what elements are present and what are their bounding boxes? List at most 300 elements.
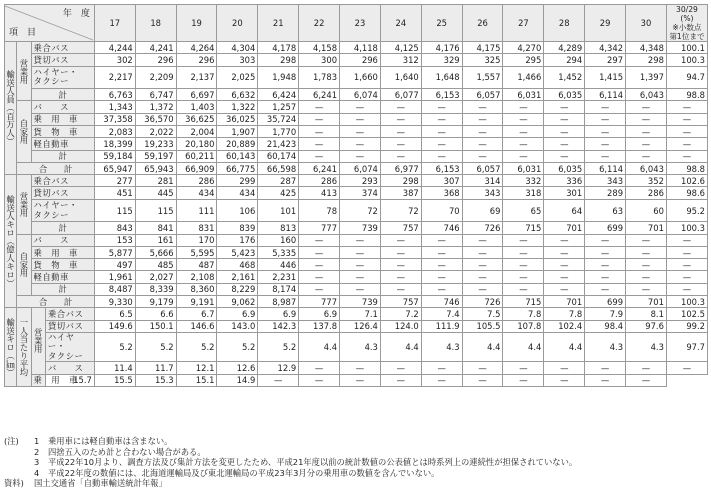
year-header: 26 (462, 5, 503, 42)
value-cell: — (299, 246, 340, 258)
value-cell: — (626, 362, 667, 374)
value-cell: — (585, 271, 626, 283)
value-cell: — (380, 125, 421, 137)
value-cell: 468 (217, 259, 258, 271)
value-cell: 296 (176, 54, 217, 66)
value-cell: 142.3 (258, 320, 299, 332)
value-cell: 296 (340, 54, 381, 66)
value-cell: — (462, 374, 503, 386)
ratio-cell: — (666, 101, 707, 113)
value-cell: 4.4 (544, 332, 585, 362)
table-row (5, 283, 708, 295)
ratio-cell: 98.8 (666, 162, 707, 174)
value-cell: — (462, 362, 503, 374)
value-cell: 1,322 (217, 101, 258, 113)
value-cell: — (299, 234, 340, 246)
value-cell: — (421, 113, 462, 125)
note-text: 平成22年度の数値には、北海道運輸局及び東北運輸局の平成23年3月分の乗用車の数値を含んでいない。 (48, 467, 440, 478)
value-cell: — (340, 150, 381, 162)
value-cell: 6,043 (626, 89, 667, 101)
value-cell: 106 (217, 199, 258, 222)
value-cell: 5.2 (258, 332, 299, 362)
value-cell: — (585, 246, 626, 258)
value-cell: 101 (258, 199, 299, 222)
value-cell: 143.0 (217, 320, 258, 332)
value-cell: 6.5 (94, 308, 135, 320)
value-cell: 9,191 (176, 296, 217, 308)
value-cell: 2,217 (94, 66, 135, 89)
value-cell: 746 (421, 296, 462, 308)
value-cell: — (503, 138, 544, 150)
value-cell: 126.4 (340, 320, 381, 332)
value-cell: 4,176 (421, 42, 462, 54)
table-row (5, 42, 708, 54)
value-cell: 1,343 (94, 101, 135, 113)
ratio-cell: — (666, 259, 707, 271)
value-cell: — (380, 246, 421, 258)
value-cell: 5,877 (94, 246, 135, 258)
value-cell: 7.5 (462, 308, 503, 320)
value-cell: — (626, 113, 667, 125)
table-row (5, 246, 708, 258)
value-cell: 302 (94, 54, 135, 66)
value-cell: 1,452 (544, 66, 585, 89)
value-cell: — (340, 101, 381, 113)
value-cell: 60 (626, 199, 667, 222)
value-cell: 59,184 (94, 150, 135, 162)
value-cell: 1,770 (258, 125, 299, 137)
value-cell: — (421, 125, 462, 137)
value-cell: 4.3 (585, 332, 626, 362)
value-cell: 287 (258, 175, 299, 187)
value-cell: — (421, 362, 462, 374)
value-cell: — (626, 138, 667, 150)
value-cell: — (340, 113, 381, 125)
value-cell: 497 (94, 259, 135, 271)
value-cell: 293 (340, 175, 381, 187)
value-cell: 297 (585, 54, 626, 66)
value-cell: 2,137 (176, 66, 217, 89)
value-cell: 281 (135, 175, 176, 187)
ratio-cell: — (626, 374, 667, 386)
value-cell: — (299, 150, 340, 162)
value-cell: 6,114 (585, 89, 626, 101)
value-cell: 4,118 (340, 42, 381, 54)
value-cell: 107.8 (503, 320, 544, 332)
value-cell: — (585, 113, 626, 125)
value-cell: 60,174 (258, 150, 299, 162)
value-cell: — (462, 234, 503, 246)
value-cell: 176 (217, 234, 258, 246)
row-label: 貨 物 車 (31, 259, 94, 271)
value-cell: 715 (503, 222, 544, 234)
row-label: 乗 用 車 (31, 374, 45, 386)
value-cell: 105.5 (462, 320, 503, 332)
value-cell: 445 (135, 187, 176, 199)
business-use-label: 営業用 (17, 175, 31, 234)
value-cell: 11.4 (94, 362, 135, 374)
row-label: 貸切バス (45, 320, 94, 332)
value-cell: 78 (299, 199, 340, 222)
table-row (5, 320, 708, 332)
row-label: 軽自動車 (31, 138, 94, 150)
value-cell: 12.6 (217, 362, 258, 374)
value-cell: 739 (340, 222, 381, 234)
value-cell: — (503, 362, 544, 374)
value-cell: 352 (626, 175, 667, 187)
value-cell: 6,241 (299, 162, 340, 174)
table-row (5, 89, 708, 101)
value-cell: — (544, 374, 585, 386)
value-cell: — (299, 283, 340, 295)
value-cell: 2,209 (135, 66, 176, 89)
value-cell: — (585, 374, 626, 386)
value-cell: 6,763 (94, 89, 135, 101)
value-cell: — (421, 374, 462, 386)
value-cell: 7.9 (585, 308, 626, 320)
value-cell: 4,175 (462, 42, 503, 54)
year-header: 23 (340, 5, 381, 42)
table-row (5, 66, 708, 89)
value-cell: 701 (626, 296, 667, 308)
subtotal-label: 計 (31, 283, 94, 295)
value-cell: — (340, 259, 381, 271)
year-header: 18 (135, 5, 176, 42)
transport-statistics-table (4, 4, 708, 387)
value-cell: 5.2 (135, 332, 176, 362)
value-cell: 4.3 (626, 332, 667, 362)
row-label: ハイヤー・ タクシー (45, 332, 94, 362)
business-use-label: 営業用 (31, 308, 45, 374)
value-cell: — (585, 362, 626, 374)
value-cell: 98.4 (585, 320, 626, 332)
table-row (5, 125, 708, 137)
value-cell: — (380, 271, 421, 283)
value-cell: — (503, 101, 544, 113)
value-cell: 6.7 (176, 308, 217, 320)
value-cell: 65 (503, 199, 544, 222)
note-row (4, 457, 708, 468)
value-cell: — (340, 374, 381, 386)
value-cell: 425 (258, 187, 299, 199)
value-cell: 1,397 (626, 66, 667, 89)
ratio-cell: 102.6 (666, 175, 707, 187)
group-label-per-person: 一人当たり平均 (17, 308, 31, 387)
value-cell: — (380, 362, 421, 374)
value-cell: 343 (585, 175, 626, 187)
table-row (5, 199, 708, 222)
value-cell: 6,074 (340, 162, 381, 174)
value-cell: 7.4 (421, 308, 462, 320)
value-cell: — (503, 374, 544, 386)
value-cell: 8,360 (176, 283, 217, 295)
note-row (4, 447, 708, 458)
value-cell: 1,403 (176, 101, 217, 113)
value-cell: 298 (626, 54, 667, 66)
value-cell: 4,264 (176, 42, 217, 54)
value-cell: 4,304 (217, 42, 258, 54)
value-cell: — (585, 259, 626, 271)
value-cell: 1,948 (258, 66, 299, 89)
value-cell: 843 (94, 222, 135, 234)
value-cell: 746 (421, 222, 462, 234)
value-cell: — (544, 125, 585, 137)
year-header: 25 (421, 5, 462, 42)
notes-block (4, 436, 708, 489)
value-cell: 294 (544, 54, 585, 66)
table-row (5, 162, 708, 174)
value-cell: 368 (421, 187, 462, 199)
value-cell: — (585, 234, 626, 246)
table-row (5, 332, 708, 362)
value-cell: — (421, 271, 462, 283)
row-label: 貸切バス (31, 187, 94, 199)
value-cell: — (380, 101, 421, 113)
value-cell: 137.8 (299, 320, 340, 332)
value-cell: 7.8 (544, 308, 585, 320)
value-cell: — (380, 113, 421, 125)
value-cell: — (585, 150, 626, 162)
value-cell: 1,783 (299, 66, 340, 89)
value-cell: 434 (217, 187, 258, 199)
value-cell: 329 (421, 54, 462, 66)
value-cell: — (503, 150, 544, 162)
value-cell: 1,466 (503, 66, 544, 89)
table-row (5, 175, 708, 187)
value-cell: 4.4 (462, 332, 503, 362)
ratio-cell: — (666, 234, 707, 246)
value-cell: 60,143 (217, 150, 258, 162)
value-cell: 6,074 (340, 89, 381, 101)
value-cell: — (585, 138, 626, 150)
value-cell: 813 (258, 222, 299, 234)
table-row (5, 54, 708, 66)
table-row (5, 308, 708, 320)
value-cell: — (299, 138, 340, 150)
value-cell: 149.6 (94, 320, 135, 332)
row-label: 乗合バス (45, 308, 94, 320)
value-cell: 146.6 (176, 320, 217, 332)
value-cell: 1,557 (462, 66, 503, 89)
source-text: 国土交通省「自動車輸送統計年報」 (34, 478, 167, 489)
row-label: 貨 物 車 (31, 125, 94, 137)
value-cell: 111.9 (421, 320, 462, 332)
table-row (5, 150, 708, 162)
ratio-cell: — (666, 150, 707, 162)
value-cell: 298 (258, 54, 299, 66)
value-cell: 739 (340, 296, 381, 308)
value-cell: 6,077 (380, 89, 421, 101)
value-cell: — (544, 259, 585, 271)
ratio-cell: 97.7 (666, 332, 707, 362)
value-cell: — (340, 138, 381, 150)
value-cell: 4,178 (258, 42, 299, 54)
value-cell: — (340, 271, 381, 283)
value-cell: 2,108 (176, 271, 217, 283)
value-cell: 757 (380, 222, 421, 234)
value-cell: 63 (585, 199, 626, 222)
value-cell: 8,339 (135, 283, 176, 295)
value-cell: 36,625 (176, 113, 217, 125)
value-cell: — (462, 271, 503, 283)
value-cell: — (544, 283, 585, 295)
value-cell: — (421, 234, 462, 246)
ratio-cell: 95.2 (666, 199, 707, 222)
value-cell: 4.4 (299, 332, 340, 362)
value-cell: 715 (503, 296, 544, 308)
value-cell: — (299, 259, 340, 271)
value-cell: 374 (340, 187, 381, 199)
value-cell: 1,961 (94, 271, 135, 283)
value-cell: 65,943 (135, 162, 176, 174)
note-row (4, 468, 708, 479)
value-cell: — (626, 246, 667, 258)
value-cell: 8,987 (258, 296, 299, 308)
value-cell: 6,153 (421, 89, 462, 101)
value-cell: — (626, 283, 667, 295)
note-text: 平成22年10月より、調査方法及び集計方法を変更したため、平成21年度以前の統計数値の公表値とは時系列上の連続性が担保されていない。 (48, 457, 578, 468)
value-cell: 66,598 (258, 162, 299, 174)
table-row (5, 187, 708, 199)
value-cell: 296 (135, 54, 176, 66)
value-cell: 5,423 (217, 246, 258, 258)
value-cell: 6,031 (503, 89, 544, 101)
value-cell: 336 (544, 175, 585, 187)
table-row (5, 296, 708, 308)
value-cell: 9,330 (94, 296, 135, 308)
value-cell: 6,632 (217, 89, 258, 101)
row-label: 乗 用 車 (31, 113, 94, 125)
value-cell: 7.2 (380, 308, 421, 320)
value-cell: 12.9 (258, 362, 299, 374)
value-cell: 1,640 (380, 66, 421, 89)
value-cell: — (380, 234, 421, 246)
value-cell: 6.6 (135, 308, 176, 320)
value-cell: 6.9 (258, 308, 299, 320)
ratio-cell: — (666, 113, 707, 125)
value-cell: 303 (217, 54, 258, 66)
year-header: 29 (585, 5, 626, 42)
row-label: 乗合バス (31, 42, 94, 54)
table-row (5, 271, 708, 283)
value-cell: 726 (462, 222, 503, 234)
value-cell: 332 (503, 175, 544, 187)
value-cell: 2,022 (135, 125, 176, 137)
value-cell: — (340, 125, 381, 137)
value-cell: 4,289 (544, 42, 585, 54)
ratio-cell: — (666, 271, 707, 283)
value-cell: 5,666 (135, 246, 176, 258)
value-cell: 699 (585, 296, 626, 308)
value-cell: 277 (94, 175, 135, 187)
value-cell: 6,153 (421, 162, 462, 174)
ratio-cell: 99.2 (666, 320, 707, 332)
value-cell: 6,424 (258, 89, 299, 101)
value-cell: — (462, 283, 503, 295)
value-cell: 325 (462, 54, 503, 66)
value-cell: 15.7 (45, 374, 94, 386)
row-label: バ ス (31, 234, 94, 246)
value-cell: 8.1 (626, 308, 667, 320)
year-header: 22 (299, 5, 340, 42)
value-cell: 1,648 (421, 66, 462, 89)
value-cell: 7.8 (503, 308, 544, 320)
value-cell: 1,907 (217, 125, 258, 137)
subtotal-label: 計 (31, 150, 94, 162)
value-cell: 37,358 (94, 113, 135, 125)
value-cell: — (299, 374, 340, 386)
ratio-cell: — (666, 362, 707, 374)
subtotal-label: 計 (31, 222, 94, 234)
value-cell: — (544, 362, 585, 374)
year-header: 19 (176, 5, 217, 42)
value-cell: 115 (94, 199, 135, 222)
value-cell: — (299, 362, 340, 374)
year-header: 30 (626, 5, 667, 42)
value-cell: 841 (135, 222, 176, 234)
value-cell: — (585, 283, 626, 295)
total-label: 合 計 (17, 296, 95, 308)
value-cell: — (462, 246, 503, 258)
row-label: 乗合バス (31, 175, 94, 187)
value-cell: 35,724 (258, 113, 299, 125)
value-cell: — (421, 259, 462, 271)
value-cell: 4.4 (380, 332, 421, 362)
value-cell: 4,348 (626, 42, 667, 54)
value-cell: 2,025 (217, 66, 258, 89)
value-cell: — (340, 234, 381, 246)
year-header: 20 (217, 5, 258, 42)
value-cell: 298 (380, 175, 421, 187)
value-cell: 6,977 (380, 162, 421, 174)
value-cell: 4,158 (299, 42, 340, 54)
value-cell: — (421, 246, 462, 258)
value-cell: 701 (544, 222, 585, 234)
year-header: 28 (544, 5, 585, 42)
value-cell: — (299, 271, 340, 283)
value-cell: 6,114 (585, 162, 626, 174)
note-text: 乗用車には軽自動車は含まない。 (48, 436, 173, 446)
group-label-average-km: 輸送キロ（㎞） (5, 308, 17, 387)
value-cell: — (340, 283, 381, 295)
value-cell: — (380, 138, 421, 150)
value-cell: 111 (176, 199, 217, 222)
value-cell: 70 (421, 199, 462, 222)
value-cell: — (462, 259, 503, 271)
value-cell: 11.7 (135, 362, 176, 374)
value-cell: — (421, 138, 462, 150)
value-cell: — (299, 113, 340, 125)
value-cell: — (503, 234, 544, 246)
private-use-label: 自家用 (17, 101, 31, 162)
source-row (4, 478, 708, 489)
value-cell: 97.6 (626, 320, 667, 332)
value-cell: — (299, 125, 340, 137)
ratio-cell: 100.3 (666, 296, 707, 308)
value-cell: — (544, 101, 585, 113)
value-cell: 831 (176, 222, 217, 234)
value-cell: 839 (217, 222, 258, 234)
value-cell: 446 (258, 259, 299, 271)
value-cell: 124.0 (380, 320, 421, 332)
value-cell: 286 (176, 175, 217, 187)
value-cell: 6,057 (462, 162, 503, 174)
header-row (5, 5, 708, 42)
value-cell: 1,257 (258, 101, 299, 113)
value-cell: 299 (217, 175, 258, 187)
value-cell: 161 (135, 234, 176, 246)
value-cell: — (585, 101, 626, 113)
